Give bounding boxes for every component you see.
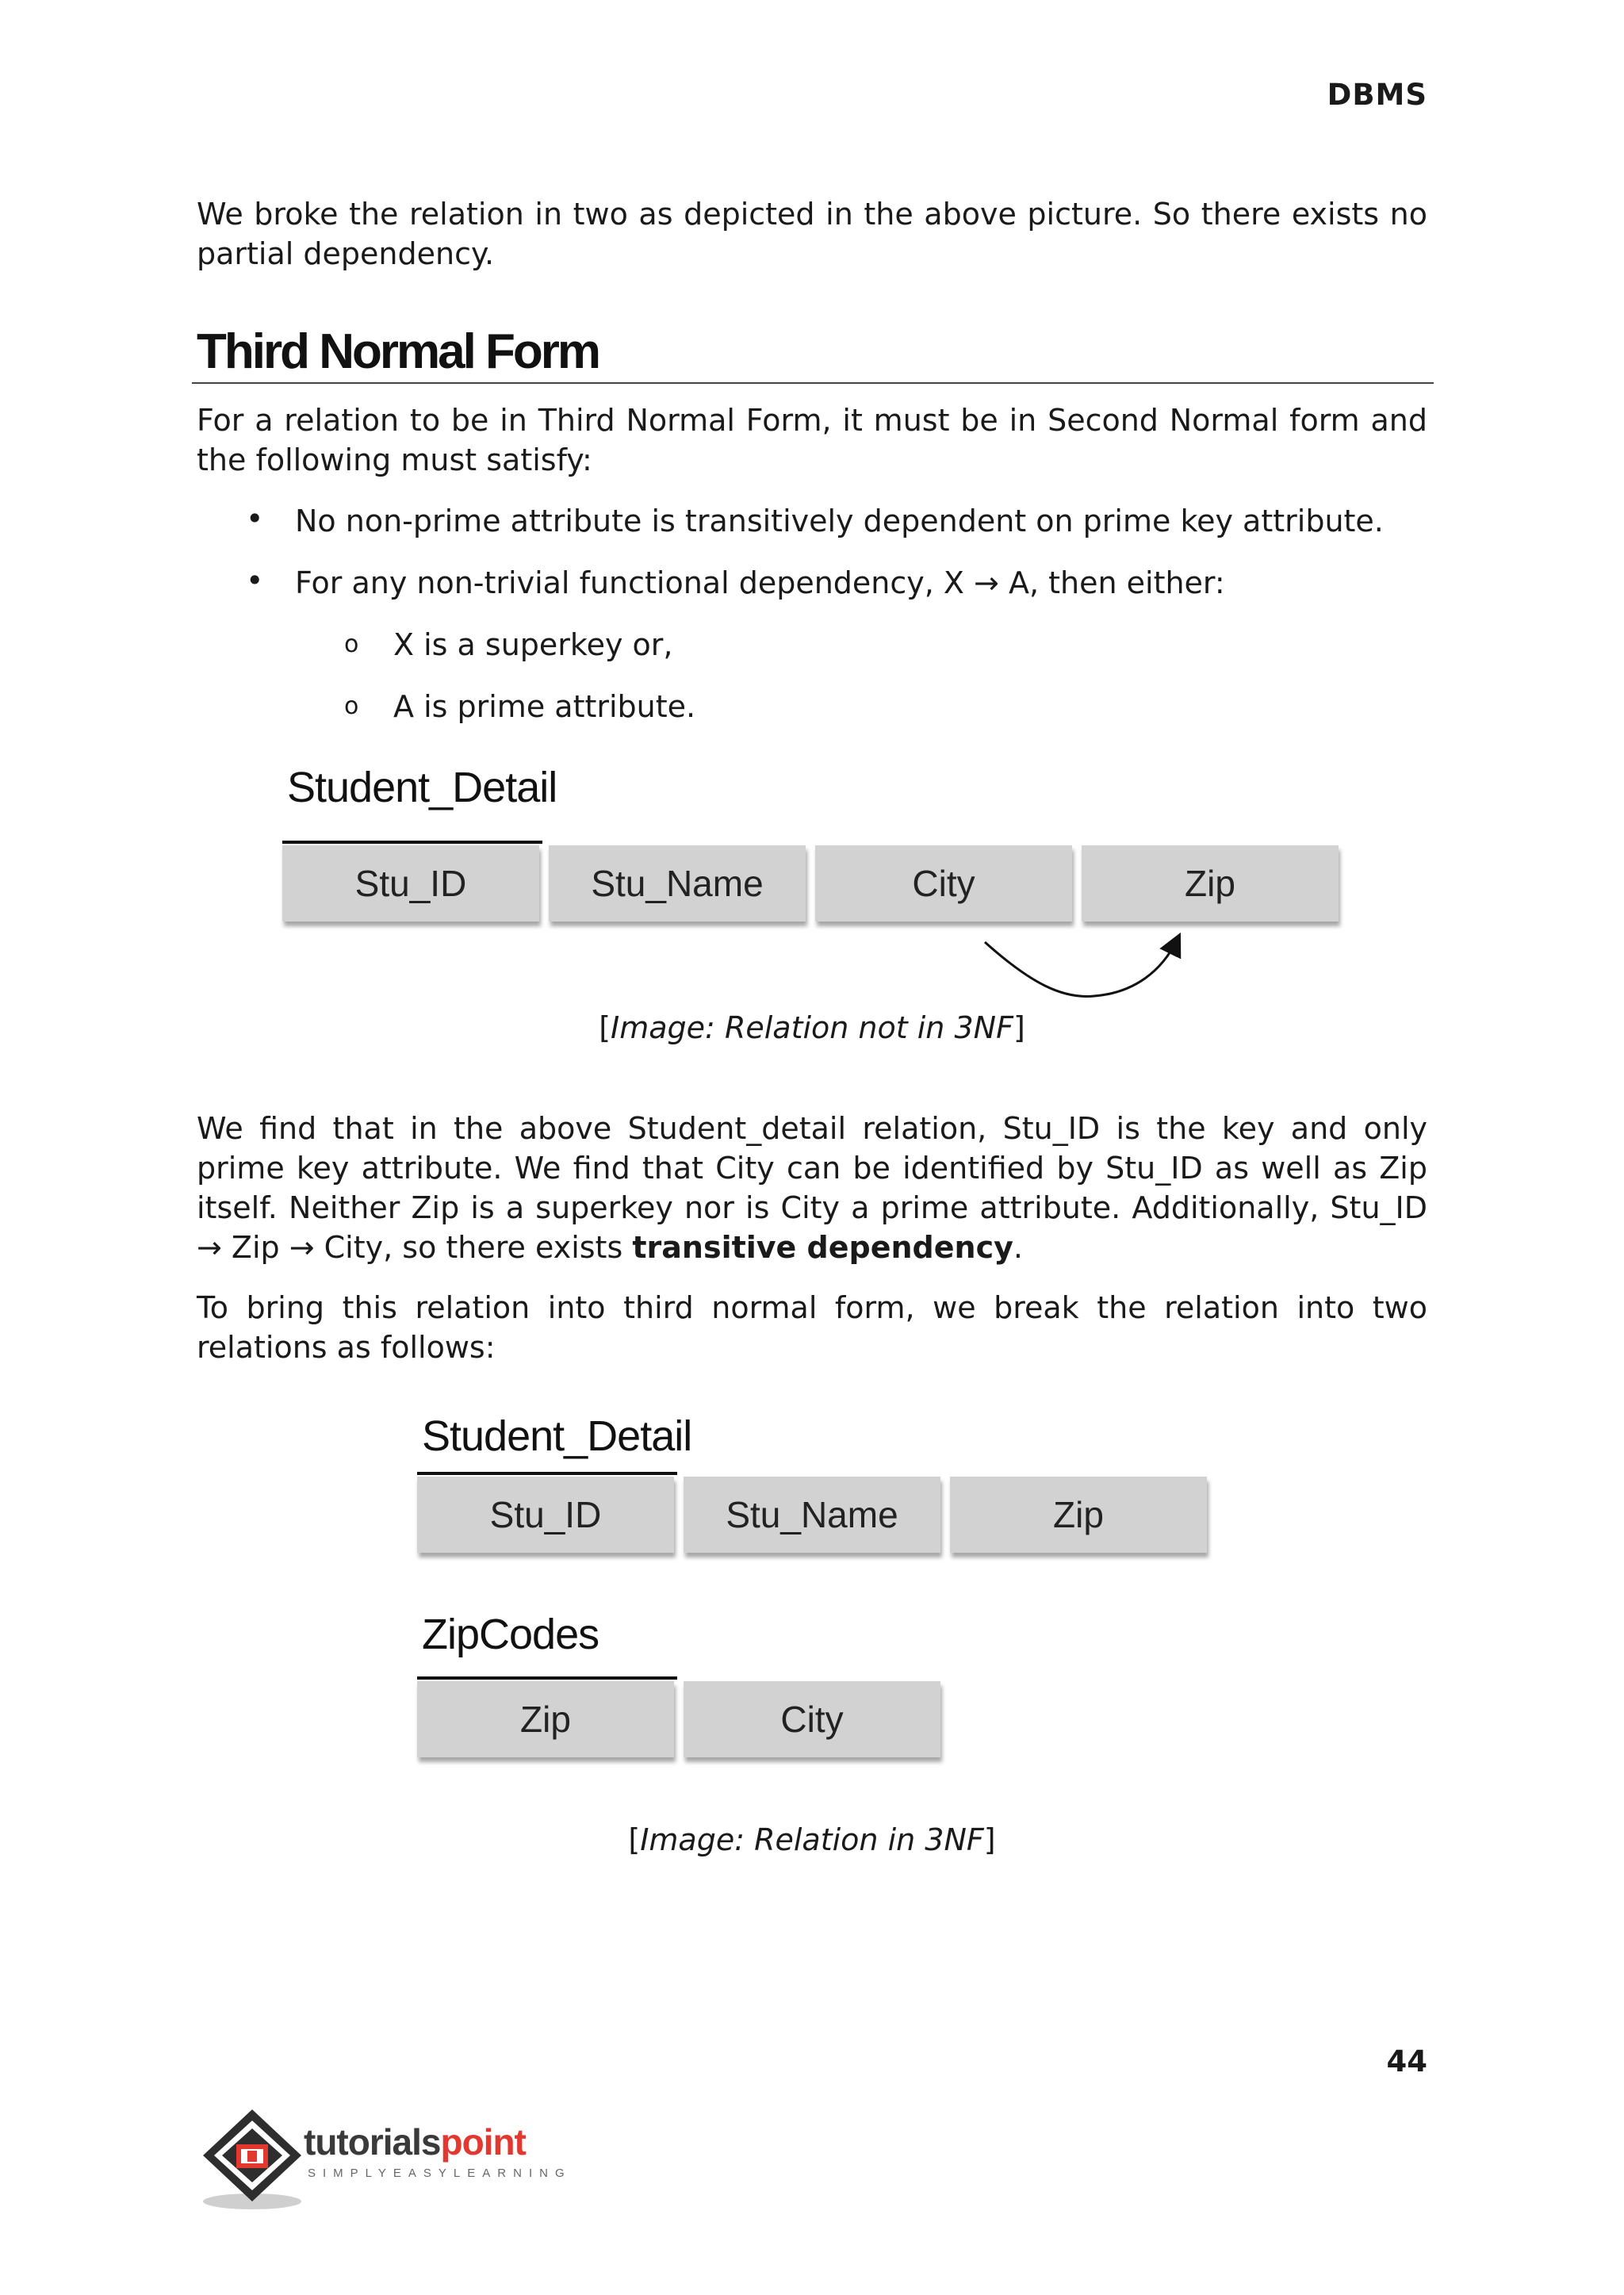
- table-title-student-detail: Student_Detail: [287, 764, 557, 811]
- table-cell-zip: Zip: [417, 1681, 674, 1757]
- bullet-marker: •: [246, 563, 264, 598]
- table-cell-stu-id: Stu_ID: [417, 1477, 674, 1553]
- table-cell-stu-id: Stu_ID: [282, 845, 539, 921]
- table-cell-stu-name: Stu_Name: [684, 1477, 940, 1553]
- transition-paragraph: To bring this relation into third normal form, we break the relation into two relations as follows:: [197, 1290, 1427, 1365]
- logo-diamond-icon: [197, 2103, 308, 2214]
- bullet-item-2: For any non-trivial functional dependency, X → A, then either:: [295, 565, 1225, 600]
- table-cell-city: City: [815, 845, 1072, 921]
- table-title-zipcodes: ZipCodes: [422, 1611, 599, 1658]
- page-number: 44: [1386, 2044, 1427, 2079]
- running-header: DBMS: [1327, 78, 1427, 112]
- sub-bullet-item-1: X is a superkey or,: [393, 627, 673, 662]
- dependency-arrow: [975, 920, 1213, 1007]
- intro-paragraph: We broke the relation in two as depicted in the above picture. So there exists no partial dependency.: [197, 197, 1427, 271]
- section-heading: Third Normal Form: [197, 324, 599, 379]
- figure2-caption: [Image: Relation in 3NF]: [628, 1822, 996, 1857]
- tutorialspoint-logo: [197, 2103, 577, 2214]
- figure1-caption: [Image: Relation not in 3NF]: [599, 1010, 1025, 1045]
- sub-bullet-item-2: A is prime attribute.: [393, 689, 696, 724]
- logo-tagline: SIMPLYEASYLEARNING: [308, 2167, 572, 2180]
- primary-key-marker: [417, 1472, 677, 1475]
- table-cell-city: City: [684, 1681, 940, 1757]
- table-cell-stu-name: Stu_Name: [549, 845, 806, 921]
- heading-rule: [192, 382, 1434, 384]
- table-cell-zip: Zip: [950, 1477, 1207, 1553]
- table-cell-zip: Zip: [1082, 845, 1339, 921]
- bullet-marker: •: [246, 501, 264, 536]
- primary-key-marker: [417, 1676, 677, 1680]
- sub-bullet-marker: o: [344, 692, 359, 720]
- section-intro: For a relation to be in Third Normal Form, it must be in Second Normal form and the following must satisfy:: [197, 403, 1427, 477]
- explanation-paragraph: We find that in the above Student_detail relation, Stu_ID is the key and only prime key attribute. We find that City can be identified by Stu_ID as well as Zip itself. Neither Zip is a superkey nor is City a prime attribute. Additionally, Stu_ID → Zip → City, so there exists transitive dependency.: [197, 1111, 1427, 1265]
- logo-wordmark: tutorialspoint: [304, 2121, 526, 2163]
- sub-bullet-marker: o: [344, 630, 359, 658]
- primary-key-marker: [282, 841, 542, 844]
- table-title-student-detail-2: Student_Detail: [422, 1412, 692, 1460]
- bullet-item-1: No non-prime attribute is transitively dependent on prime key attribute.: [295, 504, 1384, 538]
